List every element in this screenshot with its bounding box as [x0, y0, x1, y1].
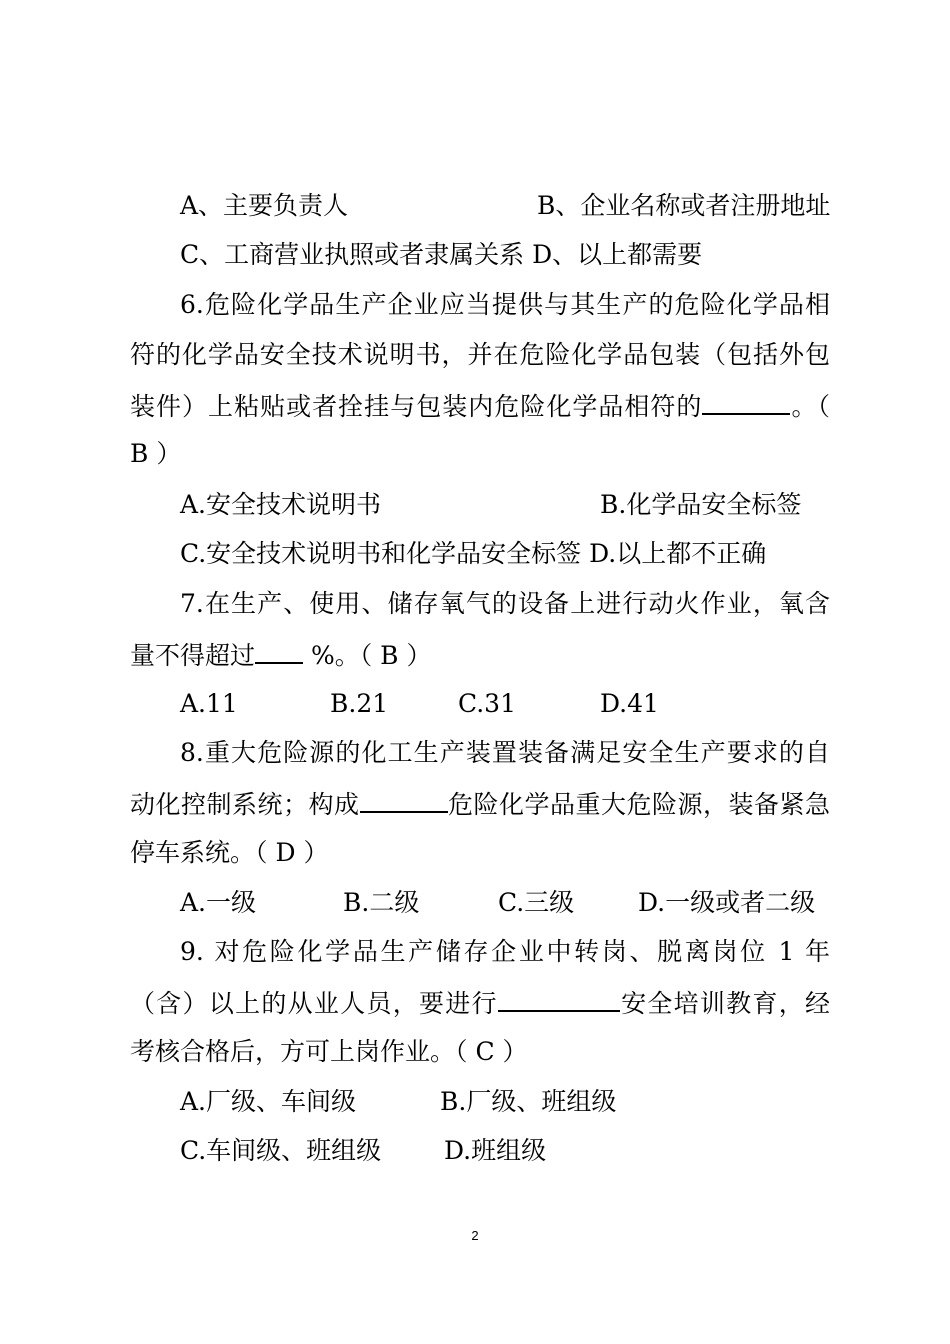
q9-option-b: B.厂级、班组级: [440, 1087, 617, 1116]
q6-answer-blank: [702, 389, 790, 415]
q7-option-b: B.21: [330, 689, 389, 718]
q7-line2-text: 量不得超过: [130, 641, 256, 670]
q6-line3-text: 装件）上粘贴或者拴挂与包装内危险化学品相符的: [130, 392, 703, 421]
q5-option-cd: C、工商营业执照或者隶属关系 D、以上都需要: [180, 240, 703, 269]
q6-option-b: B.化学品安全标签: [600, 490, 802, 519]
q8-option-c: C.三级: [498, 888, 575, 917]
q9-line2-end: 安全培训教育，经: [619, 989, 830, 1018]
q8-line1: 8.重大危险源的化工生产装置装备满足安全生产要求的自: [180, 738, 830, 767]
q8-option-a: A.一级: [180, 888, 257, 917]
q6-option-a: A.安全技术说明书: [180, 490, 382, 519]
q6-answer: B ）: [130, 439, 182, 468]
q6-line1: 6.危险化学品生产企业应当提供与其生产的危险化学品相: [180, 290, 830, 319]
q8-answer-blank: [360, 787, 448, 813]
q6-line3: [130, 389, 830, 421]
q9-line1: 9. 对危险化学品生产储存企业中转岗、脱离岗位 1 年: [180, 937, 830, 966]
q7-option-a: A.11: [180, 689, 238, 718]
q9-answer-blank: [498, 986, 620, 1012]
q6-line2: 符的化学品安全技术说明书，并在危险化学品包装（包括外包: [130, 340, 830, 369]
q8-line2-end: 危险化学品重大危险源，装备紧急: [447, 790, 830, 819]
q7-line1: 7.在生产、使用、储存氧气的设备上进行动火作业，氧含: [180, 589, 830, 618]
q9-option-d: D.班组级: [444, 1136, 547, 1165]
q7-option-d: D.41: [600, 689, 659, 718]
q9-line2: [130, 986, 830, 1018]
q7-line2: [130, 638, 830, 670]
q8-option-b: B.二级: [343, 888, 420, 917]
page-number: 2: [471, 1228, 479, 1243]
q7-line2-end: %。（ B ）: [303, 641, 432, 670]
q8-line3: 停车系统。（ D ）: [130, 838, 329, 867]
q9-option-a: A.厂级、车间级: [180, 1087, 357, 1116]
q7-option-c: C.31: [458, 689, 516, 718]
q5-option-b: B、企业名称或者注册地址: [537, 191, 831, 220]
q9-line2-text: （含）以上的从业人员，要进行: [130, 989, 498, 1018]
q8-option-d: D.一级或者二级: [638, 888, 816, 917]
q9-line3: 考核合格后，方可上岗作业。（ C ）: [130, 1037, 528, 1066]
q9-option-c: C.车间级、班组级: [180, 1136, 382, 1165]
q8-line2-text: 动化控制系统；构成: [130, 790, 360, 819]
q6-line3-end: 。（: [790, 392, 830, 421]
q7-answer-blank: [255, 638, 303, 664]
q6-option-cd: C.安全技术说明书和化学品安全标签 D.以上都不正确: [180, 539, 767, 568]
q8-line2: [130, 787, 830, 819]
q5-option-a: A、主要负责人: [180, 191, 349, 220]
